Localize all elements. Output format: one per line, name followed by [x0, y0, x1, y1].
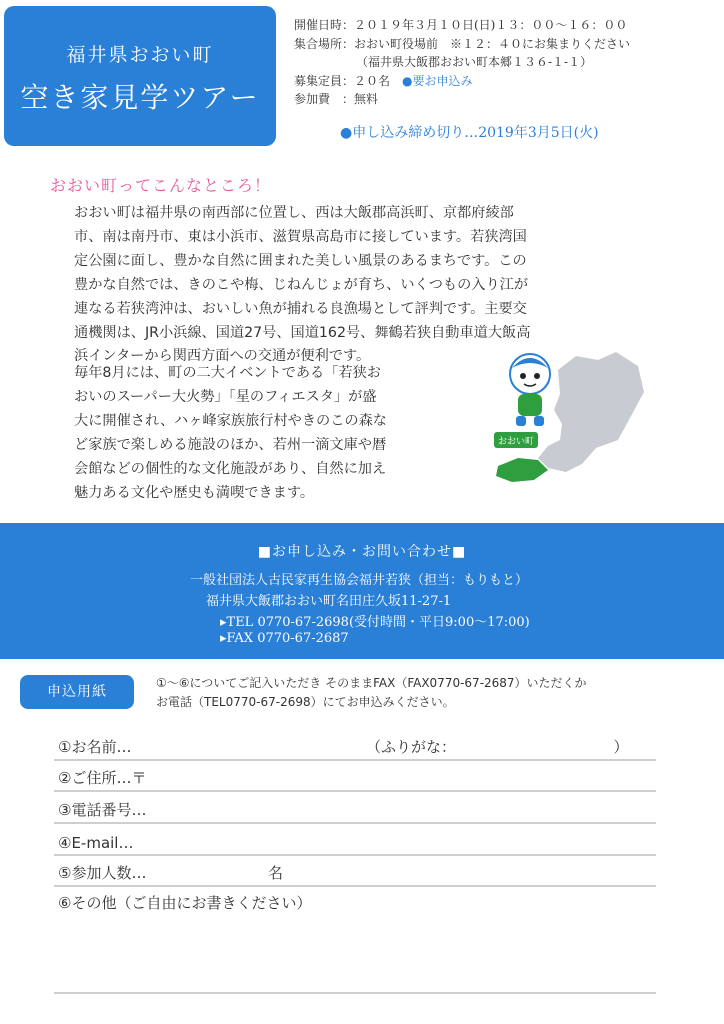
contact-address: 福井県大飯郡おおい町名田庄久坂11-27-1 [206, 594, 452, 609]
form-note-line: ①～⑥についてご記入いただき そのままFAX（FAX0770-67-2687）いただくか [156, 676, 587, 690]
title-banner [4, 6, 276, 146]
capacity-row [294, 72, 714, 91]
meeting-address: （福井県大飯郡おおい町本郷１３６-１-１） [356, 55, 593, 69]
text-line: おいのスーパー大火勢」「星のフィエスタ」が盛 [74, 388, 377, 405]
name-label: ①お名前… [58, 738, 132, 756]
text-line: 通機関は、JR小浜線、国道27号、国道162号、舞鶴若狭自動車道大飯高 [74, 324, 531, 341]
text-line: 大に開催され、ハヶ峰家族旅行村やきのこの森な [74, 412, 387, 429]
contact-heading: ■お申し込み・お問い合わせ■ [257, 544, 467, 560]
name-field[interactable] [54, 737, 656, 761]
contact-tel: ▸TEL 0770-67-2698(受付時間・平日9:00～17:00) [220, 615, 530, 630]
other-field-line [54, 992, 656, 994]
town-name: 福井県おおい町 [66, 44, 214, 66]
email-field[interactable] [54, 832, 656, 856]
deadline: ●申し込み締め切り…2019年3月5日(火) [340, 125, 599, 141]
text-line: 連なる若狭湾沖は、おいしい魚が捕れる良漁場として評判です。主要交 [74, 300, 527, 317]
fee: 参加費 ：無料 [294, 92, 379, 106]
text-line: 浜インターから関西方面への交通が便利です。 [74, 348, 371, 365]
address-label: ②ご住所…〒 [58, 769, 147, 787]
page-title: 空き家見学ツアー [20, 81, 260, 114]
fukui-map-illustration [478, 348, 648, 498]
map-label: おおい町 [497, 437, 535, 447]
contact-section [0, 523, 724, 659]
form-tag: 申込用紙 [20, 675, 134, 709]
event-info [294, 16, 714, 109]
mascot-icon [510, 354, 550, 426]
text-line: 定公園に面し、豊かな自然に囲まれた美しい風景のあるまちです。この [74, 252, 527, 269]
contact-organization: 一般社団法人古民家再生協会福井若狭（担当：もりもと） [190, 573, 529, 588]
email-label: ④E-mail… [58, 834, 134, 852]
oi-town-shape [496, 458, 548, 482]
phone-field[interactable] [54, 800, 656, 824]
capacity: 募集定員：２０名 [294, 73, 391, 88]
text-line: 市、南は南丹市、東は小浜市、滋賀県高島市に接しています。若狭湾国 [74, 228, 527, 245]
text-line: 毎年8月には、町の二大イベントである「若狭お [74, 365, 381, 381]
text-line: 豊かな自然では、きのこや梅、じねんじょが育ち、いくつもの入り江が [74, 276, 529, 293]
intro-paragraph-2 [74, 362, 464, 505]
fukui-prefecture-shape [538, 352, 644, 472]
text-line: おおい町は福井県の南西部に位置し、西は大飯郡高浜町、京都府綾部 [74, 205, 514, 221]
intro-heading: おおい町ってこんなところ！ [50, 176, 272, 195]
event-date: 開催日時：２０１９年３月１０日(日)１３：００～１６：００ [294, 18, 628, 32]
form-instructions [156, 674, 696, 712]
count-label: ⑤参加人数… [58, 864, 147, 882]
other-field[interactable] [54, 893, 656, 915]
other-label: ⑥その他（ご自由にお書きください） [58, 894, 312, 912]
intro-paragraph-1 [74, 202, 642, 369]
furigana-label: （ふりがな： ） [366, 738, 629, 756]
capacity-note: ●要お申込み [402, 73, 473, 88]
participant-count-field[interactable] [54, 863, 656, 887]
form-note-line: お電話（TEL0770-67-2698）にてお申込みください。 [156, 695, 455, 709]
contact-fax: ▸FAX 0770-67-2687 [220, 631, 349, 646]
text-line: ど家族で楽しめる施設のほか、若州一滴文庫や暦 [74, 436, 387, 453]
text-line: 会館などの個性的な文化施設があり、自然に加え [74, 460, 387, 477]
address-field[interactable] [54, 768, 656, 792]
phone-label: ③電話番号… [58, 801, 147, 819]
text-line: 魅力ある文化や歴史も満喫できます。 [74, 484, 315, 501]
meeting-place: 集合場所：おおい町役場前 ※１２：４０にお集まりください [294, 36, 631, 51]
count-unit: 名 [268, 864, 284, 882]
